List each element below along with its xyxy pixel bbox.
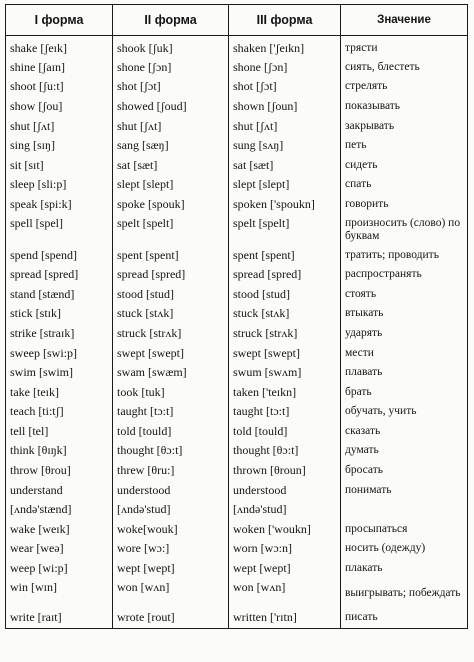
cell-form-1: swim [swim] bbox=[6, 363, 113, 383]
cell-form-1: strike [straɪk] bbox=[6, 324, 113, 344]
cell-form-2: spoke [spouk] bbox=[113, 195, 229, 215]
cell-form-1: shoot [ʃu:t] bbox=[6, 77, 113, 97]
cell-form-1: spell [spel] bbox=[6, 214, 113, 245]
cell-form-1: win [wɪn] bbox=[6, 578, 113, 609]
cell-form-2: spent [spent] bbox=[113, 245, 229, 265]
cell-meaning: носить (одежду) bbox=[345, 542, 426, 555]
cell-meaning: бросать bbox=[345, 464, 383, 477]
column-header-form-2: II форма bbox=[113, 5, 229, 36]
table-row bbox=[6, 58, 468, 78]
column-header-form-3: III форма bbox=[229, 5, 341, 36]
cell-form-2: understood bbox=[113, 480, 229, 500]
cell-form-1: stand [stænd] bbox=[6, 284, 113, 304]
cell-meaning: спать bbox=[345, 178, 372, 191]
cell-form-1: think [θɪŋk] bbox=[6, 441, 113, 461]
cell-form-3: slept [slept] bbox=[229, 175, 341, 195]
table-row bbox=[6, 520, 468, 540]
cell-meaning: плавать bbox=[345, 366, 383, 379]
cell-meaning: плакать bbox=[345, 562, 383, 575]
cell-meaning: сидеть bbox=[345, 158, 378, 171]
irregular-verbs-table bbox=[5, 4, 468, 629]
table-row bbox=[6, 422, 468, 442]
cell-meaning: сиять, блестеть bbox=[345, 60, 420, 73]
table-row bbox=[6, 284, 468, 304]
cell-form-3: shone [ʃɔn] bbox=[229, 58, 341, 78]
cell-form-1: spread [spred] bbox=[6, 265, 113, 285]
cell-form-1: understand bbox=[6, 480, 113, 500]
column-header-meaning: Значение bbox=[341, 5, 468, 36]
cell-form-3: swept [swept] bbox=[229, 343, 341, 363]
column-header-form-1: I форма bbox=[6, 5, 113, 36]
cell-meaning: закрывать bbox=[345, 119, 395, 132]
cell-form-3: [ʌndə'stud] bbox=[229, 500, 341, 520]
cell-form-2: showed [ʃoud] bbox=[113, 97, 229, 117]
cell-form-3: thrown [θroun] bbox=[229, 461, 341, 481]
cell-form-3: thought [θɔ:t] bbox=[229, 441, 341, 461]
cell-form-2: wept [wept] bbox=[113, 559, 229, 579]
table-row bbox=[6, 324, 468, 344]
cell-form-1: show [ʃou] bbox=[6, 97, 113, 117]
cell-form-1: teach [ti:tʃ] bbox=[6, 402, 113, 422]
cell-meaning: писать bbox=[345, 611, 378, 624]
header-row bbox=[6, 5, 468, 36]
cell-form-2: woke[wouk] bbox=[113, 520, 229, 540]
table-row bbox=[6, 195, 468, 215]
cell-form-2: [ʌndə'stud] bbox=[113, 500, 229, 520]
cell-form-1: stick [stɪk] bbox=[6, 304, 113, 324]
cell-form-2: shut [ʃʌt] bbox=[113, 116, 229, 136]
table-row bbox=[6, 609, 468, 629]
cell-form-3: taught [tɔ:t] bbox=[229, 402, 341, 422]
cell-form-1: take [teɪk] bbox=[6, 382, 113, 402]
table-row bbox=[6, 97, 468, 117]
cell-meaning: говорить bbox=[345, 197, 389, 210]
table-row bbox=[6, 578, 468, 609]
cell-form-1: shut [ʃʌt] bbox=[6, 116, 113, 136]
table-row bbox=[6, 155, 468, 175]
cell-meaning: думать bbox=[345, 444, 379, 457]
table-row bbox=[6, 480, 468, 500]
cell-meaning: показывать bbox=[345, 99, 401, 112]
cell-form-2: stood [stud] bbox=[113, 284, 229, 304]
cell-form-2: stuck [stʌk] bbox=[113, 304, 229, 324]
cell-form-3: sat [sæt] bbox=[229, 155, 341, 175]
cell-form-1: shake [ʃeɪk] bbox=[6, 36, 113, 58]
cell-form-3: wept [wept] bbox=[229, 559, 341, 579]
cell-meaning: трясти bbox=[345, 42, 378, 55]
cell-meaning: тратить; проводить bbox=[345, 248, 439, 261]
cell-form-3: told [tould] bbox=[229, 422, 341, 442]
cell-form-3: spoken ['spoukn] bbox=[229, 195, 341, 215]
cell-form-1: speak [spi:k] bbox=[6, 195, 113, 215]
table-row bbox=[6, 402, 468, 422]
cell-form-1: shine [ʃaɪn] bbox=[6, 58, 113, 78]
cell-form-3: stood [stud] bbox=[229, 284, 341, 304]
table-row bbox=[6, 77, 468, 97]
table-row bbox=[6, 245, 468, 265]
cell-meaning: брать bbox=[345, 385, 372, 398]
cell-form-3: sung [sʌŋ] bbox=[229, 136, 341, 156]
cell-form-2: shook [ʃuk] bbox=[113, 36, 229, 58]
cell-form-1: wear [weə] bbox=[6, 539, 113, 559]
cell-form-2: shot [ʃɔt] bbox=[113, 77, 229, 97]
cell-form-3: shot [ʃɔt] bbox=[229, 77, 341, 97]
cell-form-1: sit [sɪt] bbox=[6, 155, 113, 175]
cell-form-1: weep [wi:p] bbox=[6, 559, 113, 579]
table-row bbox=[6, 441, 468, 461]
cell-form-2: told [tould] bbox=[113, 422, 229, 442]
table-row bbox=[6, 136, 468, 156]
cell-form-2: took [tuk] bbox=[113, 382, 229, 402]
cell-form-2: wrote [rout] bbox=[113, 609, 229, 629]
table-row bbox=[6, 304, 468, 324]
table-row bbox=[6, 559, 468, 579]
cell-form-2: swept [swept] bbox=[113, 343, 229, 363]
cell-form-2: wore [wɔ:] bbox=[113, 539, 229, 559]
cell-form-3: won [wʌn] bbox=[229, 578, 341, 609]
table-row bbox=[6, 500, 468, 520]
cell-meaning: мести bbox=[345, 346, 374, 359]
cell-form-1: sleep [sli:p] bbox=[6, 175, 113, 195]
cell-form-3: struck [strʌk] bbox=[229, 324, 341, 344]
cell-meaning: просыпаться bbox=[345, 522, 408, 535]
table-row bbox=[6, 343, 468, 363]
cell-form-2: won [wʌn] bbox=[113, 578, 229, 609]
table-row bbox=[6, 214, 468, 245]
cell-form-3: spelt [spelt] bbox=[229, 214, 341, 245]
cell-form-1: [ʌndə'stænd] bbox=[6, 500, 113, 520]
cell-form-3: shaken ['ʃeɪkn] bbox=[229, 36, 341, 58]
cell-form-3: swum [swʌm] bbox=[229, 363, 341, 383]
cell-form-3: spread [spred] bbox=[229, 265, 341, 285]
cell-form-1: sweep [swi:p] bbox=[6, 343, 113, 363]
cell-form-2: slept [slept] bbox=[113, 175, 229, 195]
cell-form-2: struck [strʌk] bbox=[113, 324, 229, 344]
cell-form-2: threw [θru:] bbox=[113, 461, 229, 481]
cell-form-3: shut [ʃʌt] bbox=[229, 116, 341, 136]
table-row bbox=[6, 265, 468, 285]
cell-form-3: stuck [stʌk] bbox=[229, 304, 341, 324]
cell-meaning: произносить (слово) по буквам bbox=[345, 216, 461, 242]
cell-form-2: sang [sæŋ] bbox=[113, 136, 229, 156]
cell-meaning: втыкать bbox=[345, 307, 384, 320]
cell-form-3: understood bbox=[229, 480, 341, 500]
cell-form-3: shown [ʃoun] bbox=[229, 97, 341, 117]
table-row bbox=[6, 363, 468, 383]
table-row bbox=[6, 175, 468, 195]
cell-form-2: swam [swæm] bbox=[113, 363, 229, 383]
table-row bbox=[6, 116, 468, 136]
cell-meaning: выигрывать; побеждать bbox=[345, 587, 461, 600]
cell-meaning: стрелять bbox=[345, 80, 388, 93]
cell-form-1: write [raɪt] bbox=[6, 609, 113, 629]
cell-form-2: taught [tɔ:t] bbox=[113, 402, 229, 422]
cell-meaning bbox=[341, 500, 468, 520]
cell-meaning: сказать bbox=[345, 424, 381, 437]
cell-form-1: sing [sɪŋ] bbox=[6, 136, 113, 156]
cell-form-3: worn [wɔ:n] bbox=[229, 539, 341, 559]
cell-form-2: shone [ʃɔn] bbox=[113, 58, 229, 78]
cell-form-2: spelt [spelt] bbox=[113, 214, 229, 245]
cell-form-1: spend [spend] bbox=[6, 245, 113, 265]
cell-meaning: ударять bbox=[345, 326, 383, 339]
cell-form-3: taken ['teɪkn] bbox=[229, 382, 341, 402]
cell-meaning: обучать, учить bbox=[345, 405, 417, 418]
cell-form-3: woken ['woukn] bbox=[229, 520, 341, 540]
cell-meaning: понимать bbox=[345, 483, 392, 496]
cell-form-1: tell [tel] bbox=[6, 422, 113, 442]
cell-meaning: распространять bbox=[345, 268, 422, 281]
cell-form-1: wake [weɪk] bbox=[6, 520, 113, 540]
cell-meaning: петь bbox=[345, 139, 367, 152]
cell-form-3: written ['rɪtn] bbox=[229, 609, 341, 629]
cell-form-1: throw [θrou] bbox=[6, 461, 113, 481]
cell-form-2: sat [sæt] bbox=[113, 155, 229, 175]
table-row bbox=[6, 382, 468, 402]
cell-form-3: spent [spent] bbox=[229, 245, 341, 265]
table-row bbox=[6, 461, 468, 481]
cell-form-2: spread [spred] bbox=[113, 265, 229, 285]
cell-form-2: thought [θɔ:t] bbox=[113, 441, 229, 461]
table-row bbox=[6, 36, 468, 58]
cell-meaning: стоять bbox=[345, 287, 377, 300]
table-row bbox=[6, 539, 468, 559]
